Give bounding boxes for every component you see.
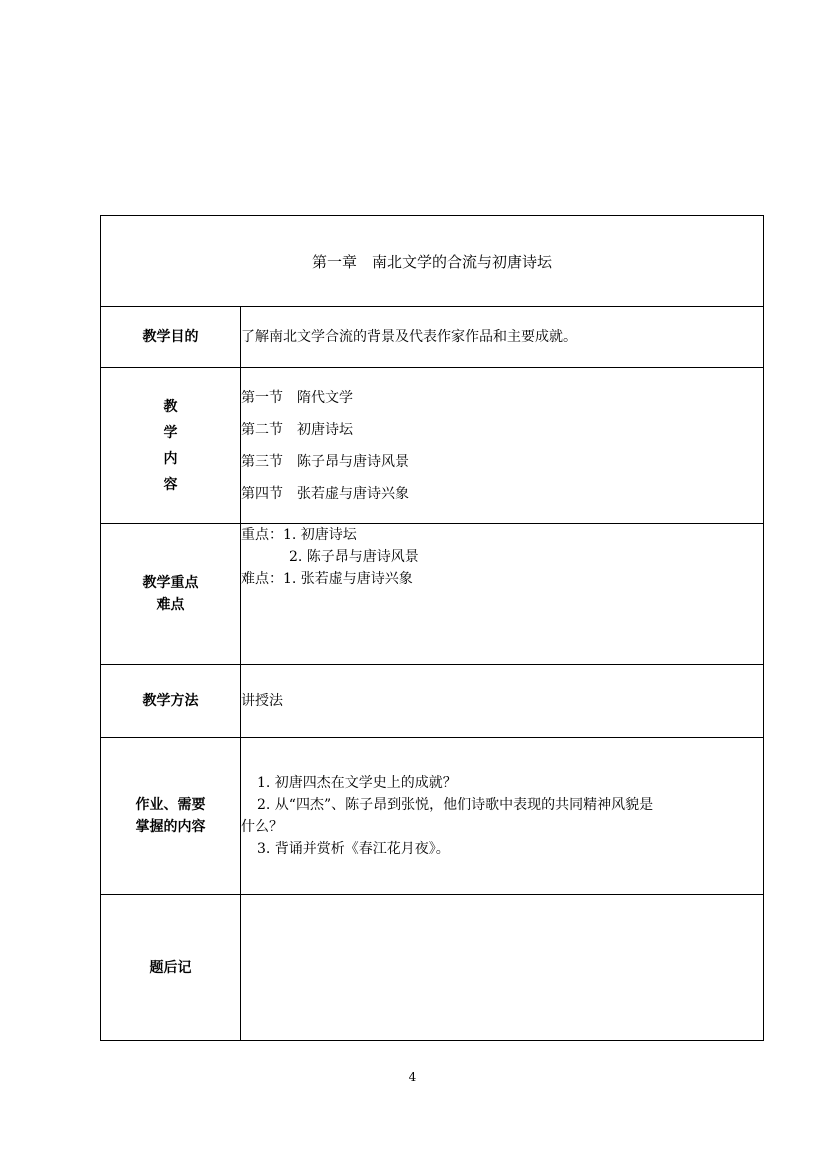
- section-item: 第四节 张若虚与唐诗兴象: [241, 485, 409, 502]
- chapter-title: 第一章 南北文学的合流与初唐诗坛: [101, 216, 764, 307]
- homework-item: 2. 从“四杰”、陈子昂到张悦，他们诗歌中表现的共同精神风貌是: [257, 797, 654, 813]
- method-label: 教学方法: [101, 665, 241, 738]
- homework-item: 3. 背诵并赏析《春江花月夜》。: [257, 841, 450, 857]
- table-row: [101, 368, 764, 524]
- method-text: 讲授法: [241, 665, 764, 738]
- difficult-point: 难点：1. 张若虚与唐诗兴象: [241, 571, 413, 587]
- key-points: [241, 524, 764, 665]
- section-item: 第二节 初唐诗坛: [241, 421, 353, 438]
- table-row: [101, 307, 764, 368]
- homework-label: [101, 738, 241, 895]
- goal-text: 了解南北文学合流的背景及代表作家作品和主要成就。: [241, 307, 764, 368]
- homework-item-continued: 什么？: [241, 819, 283, 835]
- content-label-char: 容: [163, 476, 178, 493]
- content-label-char: 内: [163, 450, 178, 467]
- key-label-line: 教学重点: [142, 575, 199, 591]
- content-label-char: 学: [163, 424, 178, 441]
- table-row: [101, 665, 764, 738]
- sections-list: [241, 368, 764, 524]
- homework-label-line: 作业、需要: [135, 797, 206, 813]
- key-label-line: 难点: [156, 597, 185, 613]
- lesson-plan-table: [100, 215, 764, 1041]
- goal-label: 教学目的: [101, 307, 241, 368]
- table-row: [101, 738, 764, 895]
- table-row: [101, 524, 764, 665]
- afterword-text: [241, 895, 764, 1041]
- content-label: [101, 368, 241, 524]
- section-item: 第三节 陈子昂与唐诗风景: [241, 453, 409, 470]
- afterword-label: 题后记: [101, 895, 241, 1041]
- table-row: [101, 895, 764, 1041]
- homework-item: 1. 初唐四杰在文学史上的成就？: [257, 775, 457, 791]
- homework-label-line: 掌握的内容: [135, 819, 206, 835]
- key-point: 重点：1. 初唐诗坛: [241, 527, 357, 543]
- homework-list: [241, 738, 764, 895]
- key-label: [101, 524, 241, 665]
- page-number: 4: [408, 1070, 417, 1084]
- key-point: 2. 陈子昂与唐诗风景: [289, 549, 419, 565]
- content-label-char: 教: [163, 398, 178, 415]
- section-item: 第一节 隋代文学: [241, 389, 353, 406]
